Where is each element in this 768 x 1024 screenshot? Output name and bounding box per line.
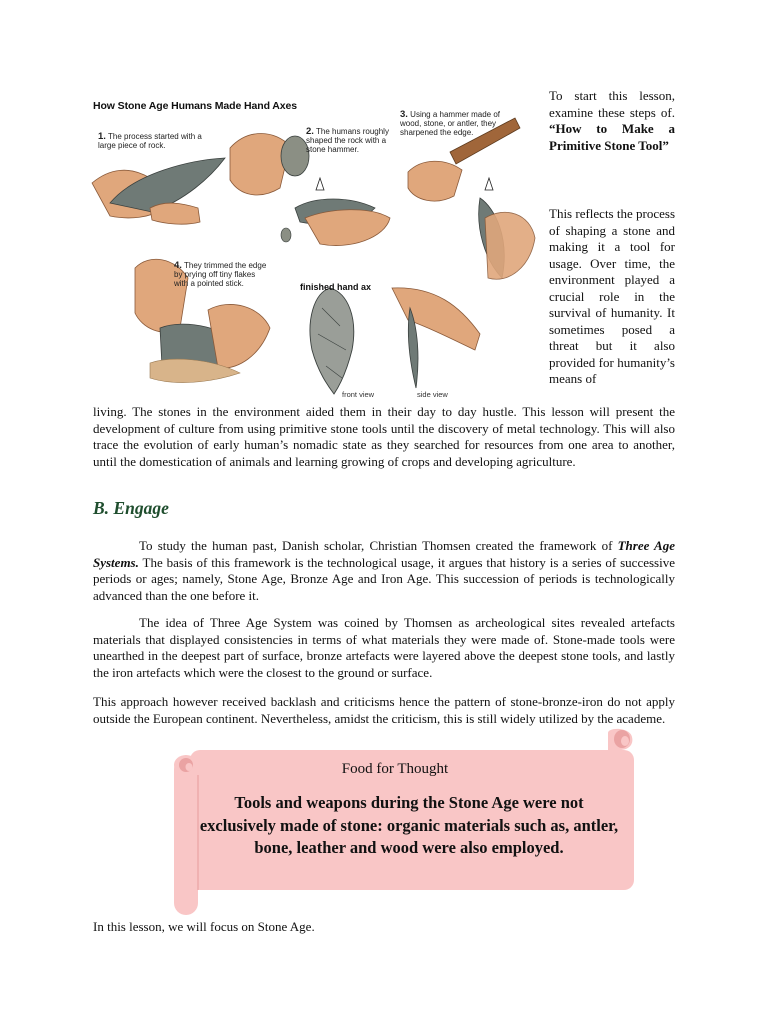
front-view-label: front view <box>342 390 375 399</box>
engage-p1-lead: To study the human past, Danish scholar, Christian Thomsen created the framework of <box>139 538 618 553</box>
continuation-paragraph: living. The stones in the environment aided them in their day to day hustle. This lesson will present the development of culture from using primitive stone tools until the discovery of metal technology. This will also trace the evolution of early human’s nomadic state as they searched for resources from one area to another, until the domestication of animals and learning growing of crops and developing agriculture. <box>93 404 675 469</box>
closing-line: In this lesson, we will focus on Stone Age. <box>93 919 315 934</box>
figure-step-4 <box>174 261 269 288</box>
figure-step-3 <box>400 110 512 137</box>
food-for-thought-title: Food for Thought <box>341 761 449 777</box>
hand-axe-illustration <box>90 88 540 402</box>
step-4-number: 4. <box>174 260 182 271</box>
step-2-text: The humans roughly shaped the rock with a stone hammer. <box>306 127 389 154</box>
side-intro-text <box>549 88 675 154</box>
engage-p1-emphasis: Three Age Systems. <box>93 538 675 570</box>
engage-paragraph-3: This approach however received backlash and criticisms hence the pattern of stone-bronze-iron do not apply outside the European continent. Nevertheless, amidst the criticism, this is still widely utilized by the academe. <box>93 694 675 726</box>
figure-title: How Stone Age Humans Made Hand Axes <box>93 100 298 112</box>
side-intro-bold-title: “How to Make a Primitive Stone Tool” <box>549 121 675 153</box>
food-for-thought-text: Tools and weapons during the Stone Age were not exclusively made of stone: organic materials such as, antler, bone, leather and wood were also employed. <box>199 793 619 857</box>
step-1-text: The process started with a large piece of rock. <box>98 132 202 150</box>
side-view-label: side view <box>417 390 448 399</box>
engage-paragraph-2: The idea of Three Age System was coined by Thomsen as archeological sites revealed artefacts materials that displayed consistencies in terms of what materials they were made of. Stone-made tools were unearthed in the deepest part of surface, bronze artefacts were layered above the deepest stone tools, and lastly the iron artefacts which were the closest to the ground or surface. <box>93 615 675 680</box>
engage-p1-rest: The basis of this framework is the technological usage, it argues that history is a series of successive periods or ages; namely, Stone Age, Bronze Age and Iron Age. This succession of periods is technologically advanced than the one before it. <box>93 554 675 603</box>
step-3-number: 3. <box>400 109 408 120</box>
step-4-text: They trimmed the edge by prying off tiny flakes with a pointed stick. <box>174 261 267 288</box>
section-heading-engage: B. Engage <box>93 498 169 518</box>
step-3-text: Using a hammer made of wood, stone, or antler, they sharpened the edge. <box>400 110 500 137</box>
side-intro-lead: To start this lesson, examine these steps of. <box>549 88 675 120</box>
engage-paragraph-1 <box>93 538 675 604</box>
finished-hand-ax-label: finished hand ax <box>300 282 372 292</box>
side-body-text: This reflects the process of shaping a stone and making it a tool for usage. Over time, the environment played a crucial role in the survival of humanity. It sometimes posed a threat but it also provided for humanity’s means of <box>549 206 675 386</box>
figure-step-2 <box>306 127 406 154</box>
step-1-number: 1. <box>98 131 106 142</box>
step-2-number: 2. <box>306 126 314 137</box>
figure-step-1 <box>98 132 216 150</box>
